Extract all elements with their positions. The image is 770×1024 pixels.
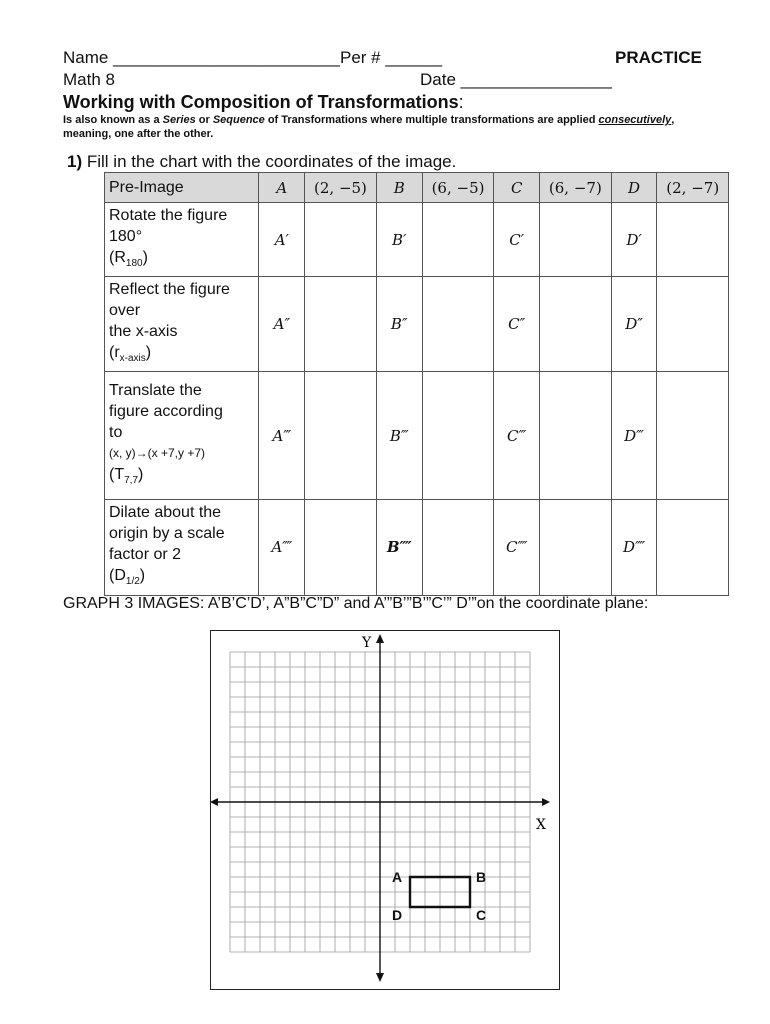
point-label: C′ bbox=[494, 203, 540, 277]
answer-cell[interactable] bbox=[540, 500, 611, 595]
translation-rule: (x, y)→(x +7,y +7) bbox=[109, 446, 206, 461]
header-cell: D bbox=[611, 173, 657, 203]
point-label: D‴ bbox=[611, 372, 657, 500]
header-cell: (2, −7) bbox=[657, 173, 729, 203]
answer-cell[interactable] bbox=[305, 500, 376, 595]
subtitle bbox=[63, 113, 723, 141]
notation: $(R_{180})$ bbox=[109, 249, 148, 270]
vertex-label-a: A bbox=[392, 869, 403, 885]
worksheet-title bbox=[63, 92, 464, 113]
label-line: over bbox=[109, 302, 141, 320]
vertex-label-d: D bbox=[392, 907, 403, 923]
name-per-line: Name ________________________Per # ______ bbox=[63, 48, 443, 67]
answer-cell[interactable] bbox=[422, 203, 493, 277]
subtitle-part: consecutively bbox=[598, 114, 672, 126]
answer-cell[interactable] bbox=[305, 277, 376, 372]
point-label: D′ bbox=[611, 203, 657, 277]
graph-instruction: GRAPH 3 IMAGES: A’B’C’D’, A”B”C”D” and A’”B’”B’”C’” D’”on the coordinate plane: bbox=[63, 595, 649, 612]
point-label: B′ bbox=[376, 203, 422, 277]
header-cell: B bbox=[376, 173, 422, 203]
point-label: B⁗ bbox=[376, 500, 422, 595]
label-line: to bbox=[109, 424, 123, 442]
x-axis-label: X bbox=[536, 817, 546, 833]
answer-cell[interactable] bbox=[540, 277, 611, 372]
answer-cell[interactable] bbox=[540, 372, 611, 500]
table-row bbox=[105, 372, 729, 500]
table-row bbox=[105, 500, 729, 595]
notation: $(r_{x-axis})$ bbox=[109, 344, 152, 365]
answer-cell[interactable] bbox=[657, 372, 729, 500]
header-cell: Pre-Image bbox=[105, 173, 259, 203]
answer-cell[interactable] bbox=[422, 500, 493, 595]
practice-label: PRACTICE bbox=[615, 48, 702, 67]
point-label: B‴ bbox=[376, 372, 422, 500]
title-colon: : bbox=[458, 92, 464, 112]
row-label bbox=[105, 372, 259, 500]
row-label bbox=[105, 500, 259, 595]
question-number: 1) bbox=[67, 152, 83, 171]
point-label: D⁗ bbox=[611, 500, 657, 595]
y-axis-label: Y bbox=[362, 635, 372, 651]
point-label: A′ bbox=[259, 203, 305, 277]
row-label bbox=[105, 203, 259, 277]
label-line: Dilate about the bbox=[109, 504, 222, 522]
plane-border bbox=[211, 631, 560, 990]
label-line: Rotate the figure bbox=[109, 207, 228, 224]
point-label: B″ bbox=[376, 277, 422, 372]
answer-cell[interactable] bbox=[657, 500, 729, 595]
notation: $(D_{1/2})$ bbox=[109, 567, 146, 588]
question-text: Fill in the chart with the coordinates of the image. bbox=[86, 152, 457, 171]
point-label: C⁗ bbox=[494, 500, 540, 595]
label-line: factor or 2 bbox=[109, 546, 182, 564]
course-label: Math 8 bbox=[63, 70, 115, 89]
row-label bbox=[105, 277, 259, 372]
header-cell: C bbox=[494, 173, 540, 203]
table-row bbox=[105, 203, 729, 277]
point-label: D″ bbox=[611, 277, 657, 372]
subtitle-part: Series bbox=[162, 114, 196, 126]
header-cell: (6, −7) bbox=[540, 173, 611, 203]
title-text: Working with Composition of Transformations bbox=[63, 92, 459, 112]
date-line: Date ________________ bbox=[420, 70, 612, 89]
label-line: Translate the bbox=[109, 382, 202, 400]
header-cell: (2, −5) bbox=[305, 173, 376, 203]
label-line: the x-axis bbox=[109, 323, 178, 341]
subtitle-part: Is also known as a bbox=[63, 114, 163, 126]
label-line: figure according bbox=[109, 403, 223, 421]
answer-cell[interactable] bbox=[305, 372, 376, 500]
label-line: origin by a scale bbox=[109, 525, 225, 543]
answer-cell[interactable] bbox=[657, 277, 729, 372]
point-label: A‴ bbox=[259, 372, 305, 500]
subtitle-part: of Transformations where multiple transformations are applied bbox=[264, 114, 599, 126]
table-row bbox=[105, 277, 729, 372]
vertex-label-c: C bbox=[476, 907, 487, 923]
header-cell: (6, −5) bbox=[422, 173, 493, 203]
point-label: C″ bbox=[494, 277, 540, 372]
question-1 bbox=[67, 152, 456, 172]
answer-cell[interactable] bbox=[305, 203, 376, 277]
subtitle-part: , meaning, one after the other. bbox=[63, 114, 675, 140]
point-label: C‴ bbox=[494, 372, 540, 500]
vertex-label-b: B bbox=[476, 869, 487, 885]
table-header-row bbox=[105, 173, 729, 203]
label-line: Reflect the figure bbox=[109, 281, 230, 299]
point-label: A″ bbox=[259, 277, 305, 372]
answer-cell[interactable] bbox=[540, 203, 611, 277]
transformation-table bbox=[104, 172, 729, 596]
label-line: 180° bbox=[109, 228, 143, 245]
answer-cell[interactable] bbox=[657, 203, 729, 277]
subtitle-part: Sequence bbox=[212, 114, 265, 126]
subtitle-part: or bbox=[195, 114, 213, 126]
answer-cell[interactable] bbox=[422, 277, 493, 372]
notation: $(T_{7,7})$ bbox=[109, 466, 144, 487]
point-label: A⁗ bbox=[259, 500, 305, 595]
answer-cell[interactable] bbox=[422, 372, 493, 500]
header-cell: A bbox=[259, 173, 305, 203]
coordinate-plane[interactable] bbox=[210, 630, 560, 990]
